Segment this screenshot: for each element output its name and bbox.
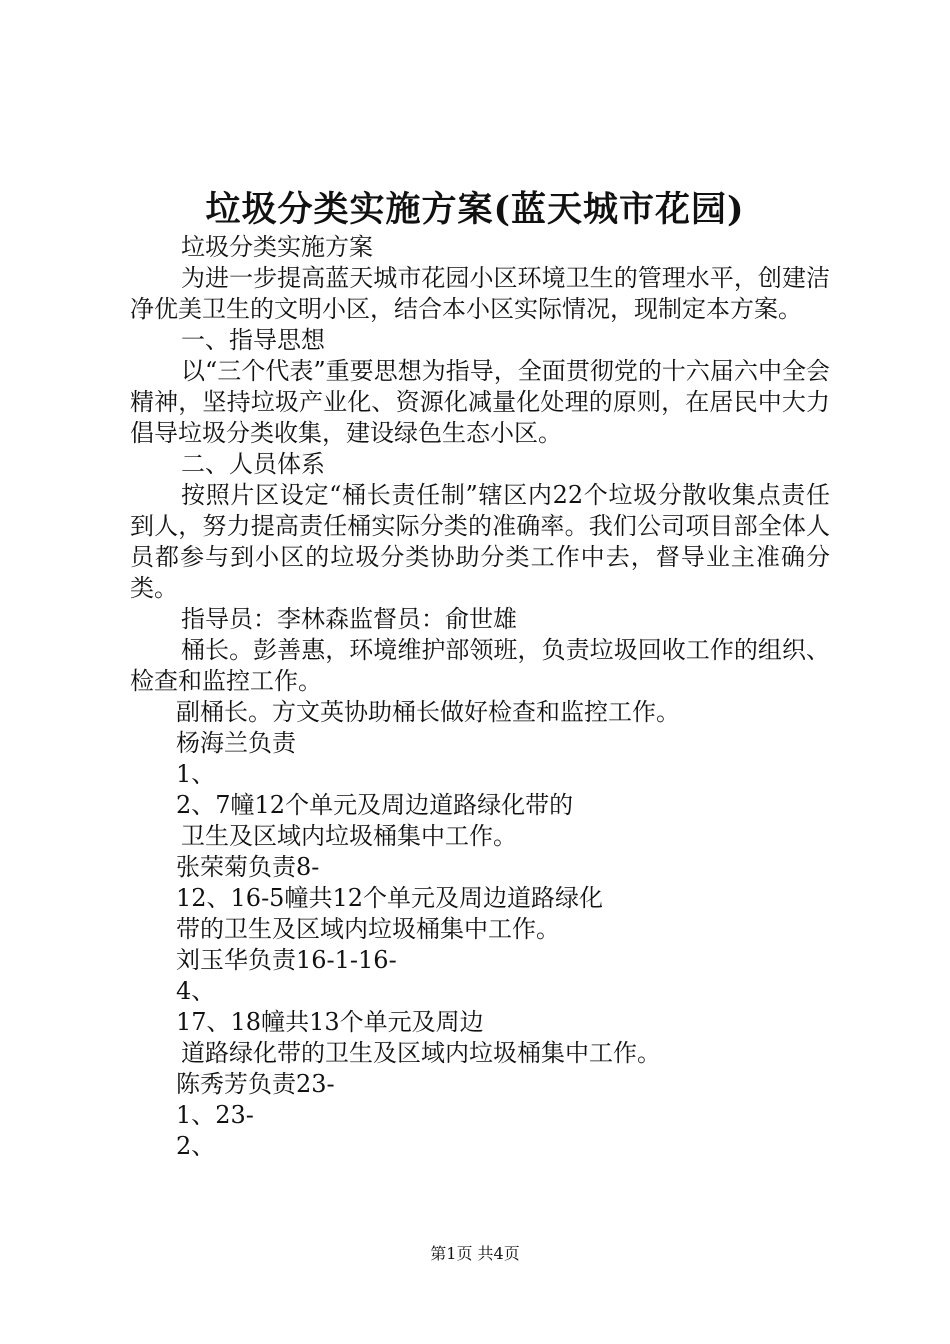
subtitle-paragraph: 垃圾分类实施方案 bbox=[181, 233, 373, 261]
list-item: 道路绿化带的卫生及区域内垃圾桶集中工作。 bbox=[181, 1039, 661, 1067]
personnel-paragraph: 按照片区设定“桶长责任制”辖区内22个垃圾分散收集点责任到人，努力提高责任桶实际分类的准确率。我们公司项目部全体人员都参与到小区的垃圾分类协助分类工作中去，督导业主准确分类。 bbox=[130, 481, 830, 602]
page-indicator: 第1页 共4页 bbox=[430, 1244, 520, 1263]
list-item: 2、7幢12个单元及周边道路绿化带的 bbox=[176, 791, 574, 819]
list-item: 12、16-5幢共12个单元及周边道路绿化 bbox=[176, 884, 603, 912]
section-heading-guiding-idea: 一、指导思想 bbox=[181, 326, 325, 354]
list-item: 陈秀芳负责23- bbox=[176, 1070, 335, 1098]
list-item: 杨海兰负责 bbox=[176, 729, 296, 757]
document-body bbox=[130, 232, 830, 1162]
supervisors-line: 指导员：李林森监督员：俞世雄 bbox=[181, 605, 517, 633]
list-item: 刘玉华负责16-1-16- bbox=[176, 946, 397, 974]
intro-paragraph: 为进一步提高蓝天城市花园小区环境卫生的管理水平，创建洁净优美卫生的文明小区，结合本小区实际情况，现制定本方案。 bbox=[130, 264, 830, 323]
deputy-chief-line: 副桶长。方文英协助桶长做好检查和监控工作。 bbox=[176, 698, 680, 726]
list-item: 2、 bbox=[176, 1132, 216, 1160]
list-item: 带的卫生及区域内垃圾桶集中工作。 bbox=[176, 915, 560, 943]
list-item: 1、23- bbox=[176, 1101, 254, 1129]
list-item: 张荣菊负责8- bbox=[176, 853, 320, 881]
list-item: 17、18幢共13个单元及周边 bbox=[176, 1008, 484, 1036]
section-heading-personnel: 二、人员体系 bbox=[181, 450, 325, 478]
list-item: 1、 bbox=[176, 760, 216, 788]
list-item: 卫生及区域内垃圾桶集中工作。 bbox=[181, 822, 517, 850]
document-title: 垃圾分类实施方案(蓝天城市花园) bbox=[205, 189, 745, 230]
guiding-idea-paragraph: 以“三个代表”重要思想为指导，全面贯彻党的十六届六中全会精神，坚持垃圾产业化、资源化减量化处理的原则，在居民中大力倡导垃圾分类收集，建设绿色生态小区。 bbox=[130, 357, 830, 447]
list-item: 4、 bbox=[176, 977, 216, 1005]
bucket-chief-paragraph: 桶长。彭善惠，环境维护部领班，负责垃圾回收工作的组织、检查和监控工作。 bbox=[130, 636, 830, 695]
